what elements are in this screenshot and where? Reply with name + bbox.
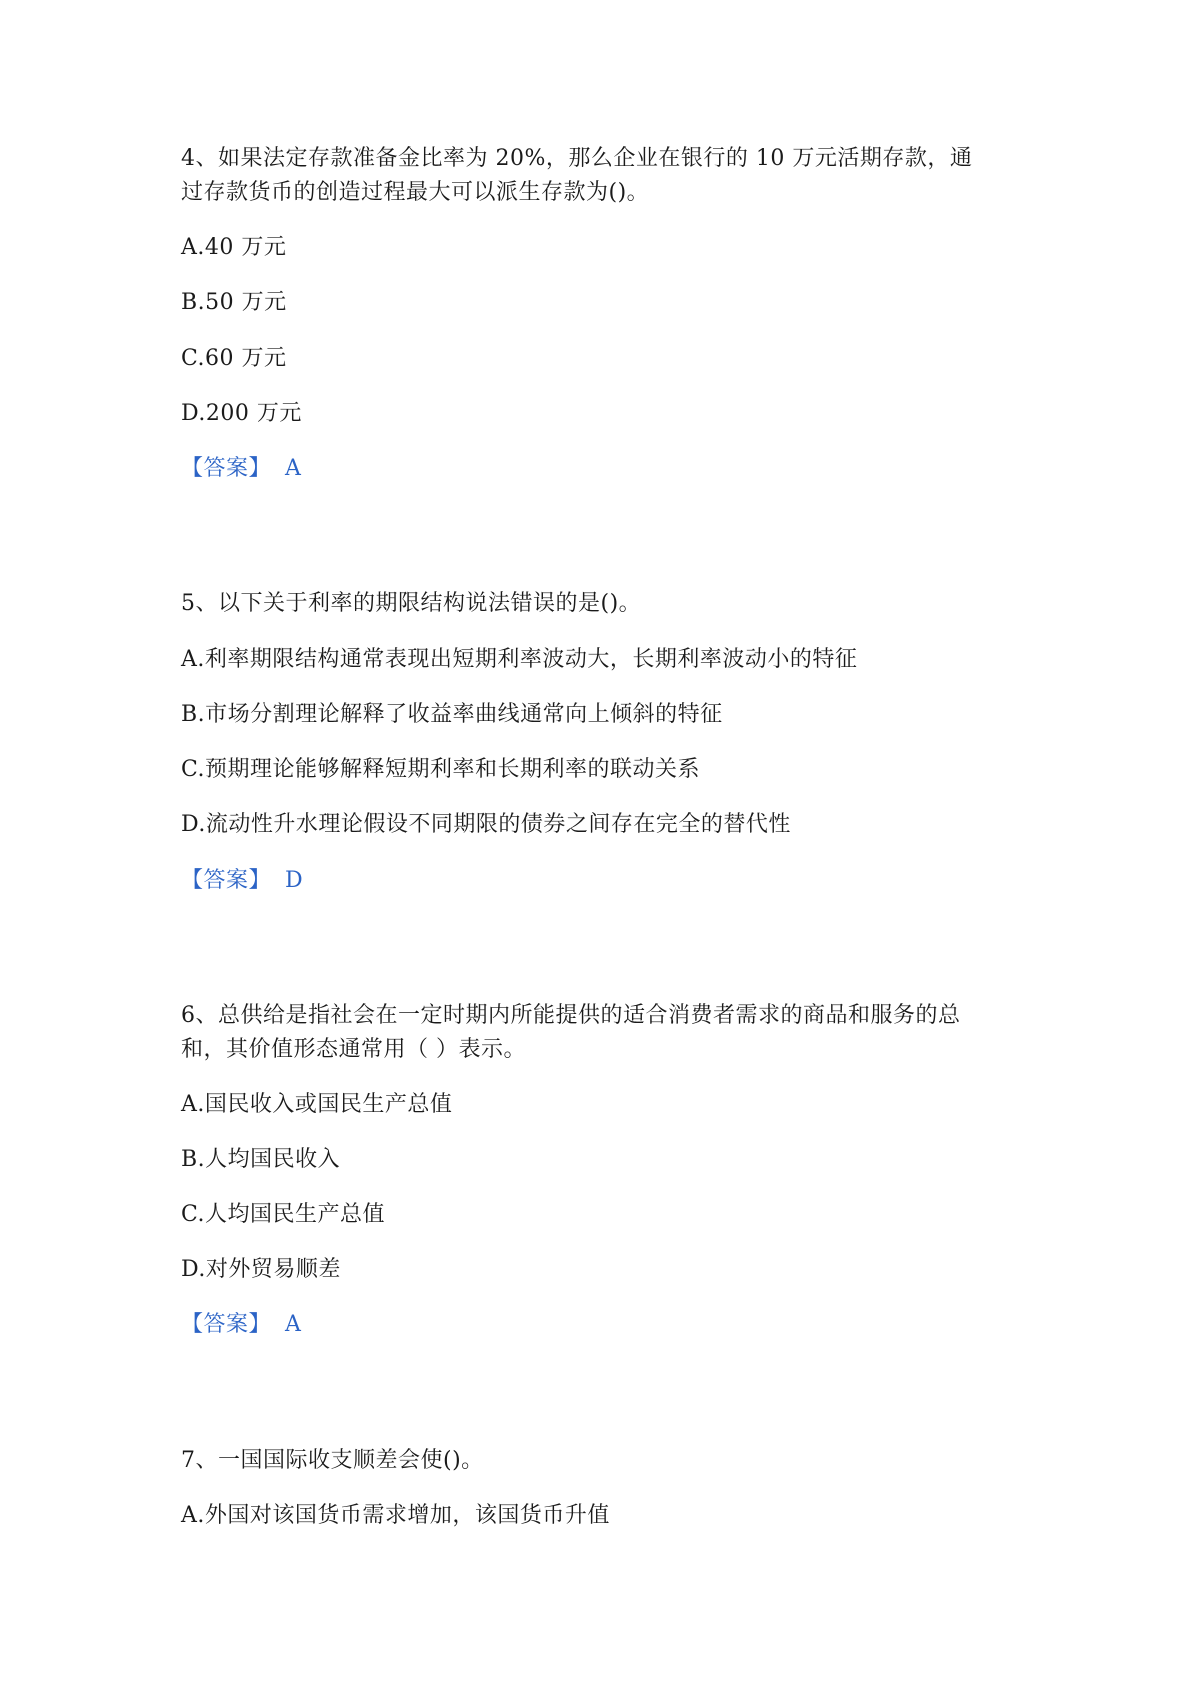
- question-stem-line: 4、如果法定存款准备金比率为 20%，那么企业在银行的 10 万元活期存款，通: [181, 146, 973, 171]
- answer-label: 【答案】: [181, 1312, 272, 1337]
- option-b: B.人均国民收入: [181, 1147, 341, 1172]
- question-stem-line: 和，其价值形态通常用（ ）表示。: [181, 1037, 526, 1062]
- question-stem-line: 5、以下关于利率的期限结构说法错误的是()。: [181, 591, 642, 616]
- question-stem-line: 过存款货币的创造过程最大可以派生存款为()。: [181, 180, 650, 205]
- option-b: B.市场分割理论解释了收益率曲线通常向上倾斜的特征: [181, 702, 723, 727]
- option-b: B.50 万元: [181, 290, 287, 315]
- option-d: D.对外贸易顺差: [181, 1257, 341, 1282]
- question-stem-line: 7、一国国际收支顺差会使()。: [181, 1448, 484, 1473]
- answer-label: 【答案】: [181, 868, 272, 893]
- answer-value: D: [285, 868, 304, 893]
- option-d: D.200 万元: [181, 401, 302, 426]
- option-d: D.流动性升水理论假设不同期限的债券之间存在完全的替代性: [181, 812, 791, 837]
- option-a: A.40 万元: [181, 235, 287, 260]
- answer-line: [181, 866, 303, 896]
- answer-value: A: [285, 1312, 302, 1337]
- answer-line: [181, 1310, 301, 1340]
- option-a: A.利率期限结构通常表现出短期利率波动大，长期利率波动小的特征: [181, 647, 858, 672]
- option-a: A.国民收入或国民生产总值: [181, 1092, 453, 1117]
- answer-label: 【答案】: [181, 456, 272, 481]
- question-stem-line: 6、总供给是指社会在一定时期内所能提供的适合消费者需求的商品和服务的总: [181, 1003, 961, 1028]
- answer-value: A: [285, 456, 302, 481]
- answer-line: [181, 454, 301, 484]
- option-c: C.预期理论能够解释短期利率和长期利率的联动关系: [181, 757, 701, 782]
- option-c: C.60 万元: [181, 346, 287, 371]
- option-c: C.人均国民生产总值: [181, 1202, 386, 1227]
- option-a: A.外国对该国货币需求增加，该国货币升值: [181, 1503, 610, 1528]
